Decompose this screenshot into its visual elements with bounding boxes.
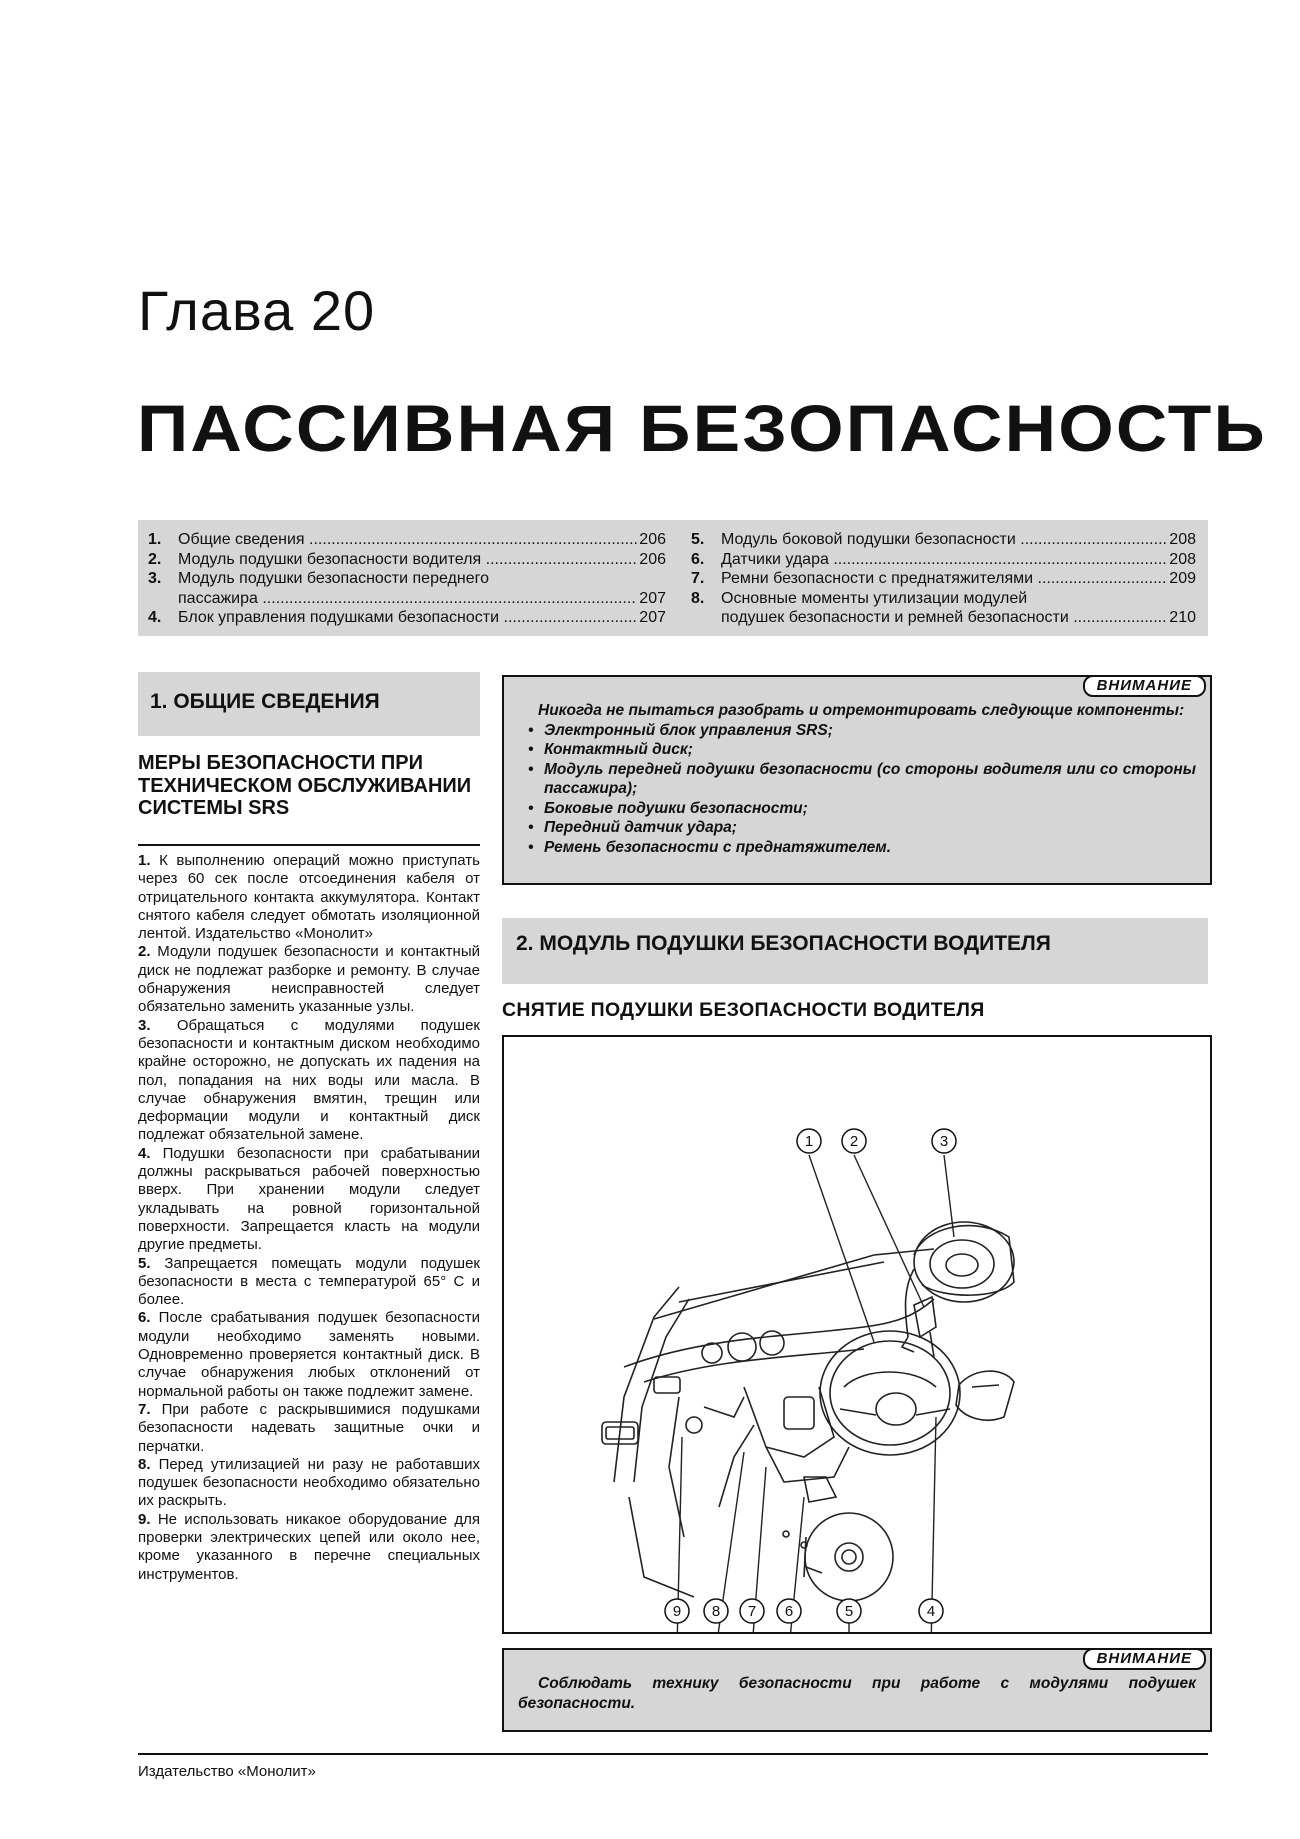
callout-2 (842, 1129, 866, 1153)
warning-tag: ВНИМАНИЕ (1083, 675, 1206, 697)
item-number: 9. (138, 1510, 151, 1528)
section-1-subheading: МЕРЫ БЕЗОПАСНОСТИ ПРИ ТЕХНИЧЕСКОМ ОБСЛУЖИВАНИИ СИСТЕМЫ SRS (138, 752, 472, 819)
section-1-heading: 1. ОБЩИЕ СВЕДЕНИЯ (150, 690, 380, 713)
list-item (138, 1401, 480, 1456)
list-item (138, 1255, 480, 1310)
list-item (138, 1511, 480, 1584)
callout-label: 5 (844, 1603, 854, 1620)
callout-5 (837, 1599, 861, 1623)
toc-right-column (691, 530, 1196, 628)
item-number: 1. (138, 852, 151, 869)
callout-label: 8 (711, 1603, 721, 1620)
item-number: 3. (138, 1016, 151, 1034)
section-1-heading-box (138, 672, 480, 736)
dashboard-illustration (504, 1037, 1210, 1632)
footer-divider (138, 1753, 1208, 1755)
warning-box-safety (502, 1648, 1212, 1732)
callout-3 (932, 1129, 956, 1153)
toc-left-column (148, 530, 666, 628)
toc-text: Датчики удара ..... (721, 550, 1167, 570)
item-number: 6. (138, 1309, 151, 1327)
callout-4 (919, 1599, 943, 1623)
publisher-footer: Издательство «Монолит» (138, 1763, 316, 1780)
item-text: Запрещается помещать модули подушек безопасности в места с температурой 65° С и более. (138, 1254, 480, 1309)
toc-page: 209 (1169, 570, 1196, 587)
callout-label: 7 (747, 1603, 757, 1620)
section-2-heading-box (502, 918, 1208, 984)
callout-label: 2 (849, 1133, 859, 1150)
warning-item: • Электронный блок управления SRS; (518, 721, 1196, 741)
item-text: Подушки безопасности при срабатывании должны раскрываться рабочей поверхностью вверх. При хранении модули следует укладывать на ровной горизонтальной поверхности. Запрещается класть на модули другие предметы. (138, 1144, 480, 1254)
table-of-contents (138, 520, 1208, 636)
toc-page: 208 (1169, 550, 1196, 568)
toc-page: 207 (639, 589, 666, 607)
list-item (138, 1456, 480, 1511)
item-number: 7. (138, 1400, 151, 1418)
airbag-removal-diagram (502, 1035, 1212, 1634)
item-text: Обращаться с модулями подушек безопасности и контактным диском необходимо крайне осторожно, не допускать их падения на пол, попадания на них воды или масла. В случае обнаружения вмятин, трещин или деформации модули и контактный диск подлежат обязательной замене. (138, 1016, 480, 1144)
callout-label: 9 (672, 1603, 682, 1620)
warning-item: • Контактный диск; (518, 740, 1196, 760)
divider (138, 844, 480, 846)
item-text: После срабатывания подушек безопасности модули необходимо заменять новыми. Одновременно проверяется контактный диск. В случае обнаружения любых отклонений от нормальной работы он также подлежит замене. (138, 1309, 480, 1400)
callout-9 (665, 1599, 689, 1623)
toc-text: подушек безопасности и ремней безопасности ..... (721, 608, 1167, 628)
toc-text: пассажира ..... (178, 589, 637, 609)
callout-7 (740, 1599, 764, 1623)
chapter-label: Глава 20 (138, 279, 376, 342)
toc-number: 4. (148, 609, 162, 626)
toc-number (691, 608, 721, 628)
toc-text: Основные моменты утилизации модулей (721, 589, 1028, 607)
toc-number: 3. (148, 570, 162, 587)
list-item (138, 1145, 480, 1255)
item-text: Модули подушек безопасности и контактный диск не подлежат разборке и ремонту. В случае обнаружения неисправностей следует обязательно заменить указанные узлы. (138, 943, 480, 1016)
warning-body: Соблюдать технику безопасности при работе с модулями подушек безопасности. (518, 1675, 1196, 1712)
toc-text: Ремни безопасности с преднатяжителями ..... (721, 569, 1167, 589)
toc-item[interactable] (148, 569, 666, 589)
toc-number (148, 589, 178, 609)
toc-page: 208 (1169, 531, 1196, 548)
callout-1 (797, 1129, 821, 1153)
list-item (138, 1309, 480, 1400)
toc-item[interactable] (148, 589, 666, 609)
chapter-title: ПАССИВНАЯ БЕЗОПАСНОСТЬ (137, 391, 1267, 465)
toc-page: 210 (1169, 609, 1196, 626)
item-text: При работе с раскрывшимися подушками безопасности надевать защитные очки и перчатки. (138, 1400, 480, 1455)
item-number: 4. (138, 1144, 151, 1162)
callout-8 (704, 1599, 728, 1623)
toc-item[interactable] (691, 569, 1196, 589)
toc-item[interactable] (691, 550, 1196, 570)
list-item (138, 852, 480, 943)
toc-item[interactable] (148, 550, 666, 570)
toc-item[interactable] (691, 608, 1196, 628)
toc-text: Блок управления подушками безопасности ..... (178, 608, 637, 628)
warning-body (518, 701, 1196, 857)
toc-number: 8. (691, 589, 705, 607)
toc-text: Модуль боковой подушки безопасности ..... (721, 530, 1167, 550)
toc-item[interactable] (691, 589, 1196, 609)
toc-text: Модуль подушки безопасности водителя ..... (178, 550, 637, 570)
toc-number: 1. (148, 531, 162, 548)
toc-number: 5. (691, 531, 705, 548)
toc-text: Модуль подушки безопасности переднего (178, 570, 489, 587)
list-item (138, 943, 480, 1016)
safety-rules-list (138, 852, 480, 1584)
warning-item: • Боковые подушки безопасности; (518, 799, 1196, 819)
item-number: 8. (138, 1455, 151, 1473)
toc-item[interactable] (148, 530, 666, 550)
toc-item[interactable] (691, 530, 1196, 550)
toc-item[interactable] (148, 608, 666, 628)
item-text: Не использовать никакое оборудование для проверки электрических цепей или около нее, кроме указанного в перечне специальных инструментов. (138, 1510, 480, 1583)
toc-number: 7. (691, 570, 705, 587)
item-number: 2. (138, 943, 151, 961)
warning-intro: Никогда не пытаться разобрать и отремонтировать следующие компоненты: (538, 702, 1185, 719)
warning-tag: ВНИМАНИЕ (1083, 1648, 1206, 1670)
toc-page: 206 (639, 550, 666, 568)
callout-6 (777, 1599, 801, 1623)
callout-label: 3 (939, 1133, 949, 1150)
callout-label: 6 (784, 1603, 794, 1620)
section-2-subheading: СНЯТИЕ ПОДУШКИ БЕЗОПАСНОСТИ ВОДИТЕЛЯ (502, 999, 985, 1021)
list-item (138, 1017, 480, 1145)
item-number: 5. (138, 1254, 151, 1272)
warning-box-components (502, 675, 1212, 885)
warning-item: • Передний датчик удара; (518, 818, 1196, 838)
toc-page: 207 (639, 609, 666, 626)
toc-number: 6. (691, 550, 705, 568)
item-text: Перед утилизацией ни разу не работавших подушек безопасности необходимо обязательно их раскрыть. (138, 1455, 480, 1510)
section-2-heading: 2. МОДУЛЬ ПОДУШКИ БЕЗОПАСНОСТИ ВОДИТЕЛЯ (516, 932, 1051, 955)
callout-label: 4 (926, 1603, 936, 1620)
toc-text: Общие сведения ..... (178, 530, 637, 550)
callout-label: 1 (804, 1133, 814, 1150)
warning-item: • Модуль передней подушки безопасности (со стороны водителя или со стороны пассажира); (518, 760, 1196, 799)
item-text: К выполнению операций можно приступать через 60 сек после отсоединения кабеля от отрицательного контакта аккумулятора. Контакт снятого кабеля следует обмотать изоляционной лентой. Издательство «Монолит» (138, 852, 480, 943)
warning-item: • Ремень безопасности с преднатяжителем. (518, 838, 1196, 858)
toc-page: 206 (639, 531, 666, 548)
toc-number: 2. (148, 550, 162, 568)
